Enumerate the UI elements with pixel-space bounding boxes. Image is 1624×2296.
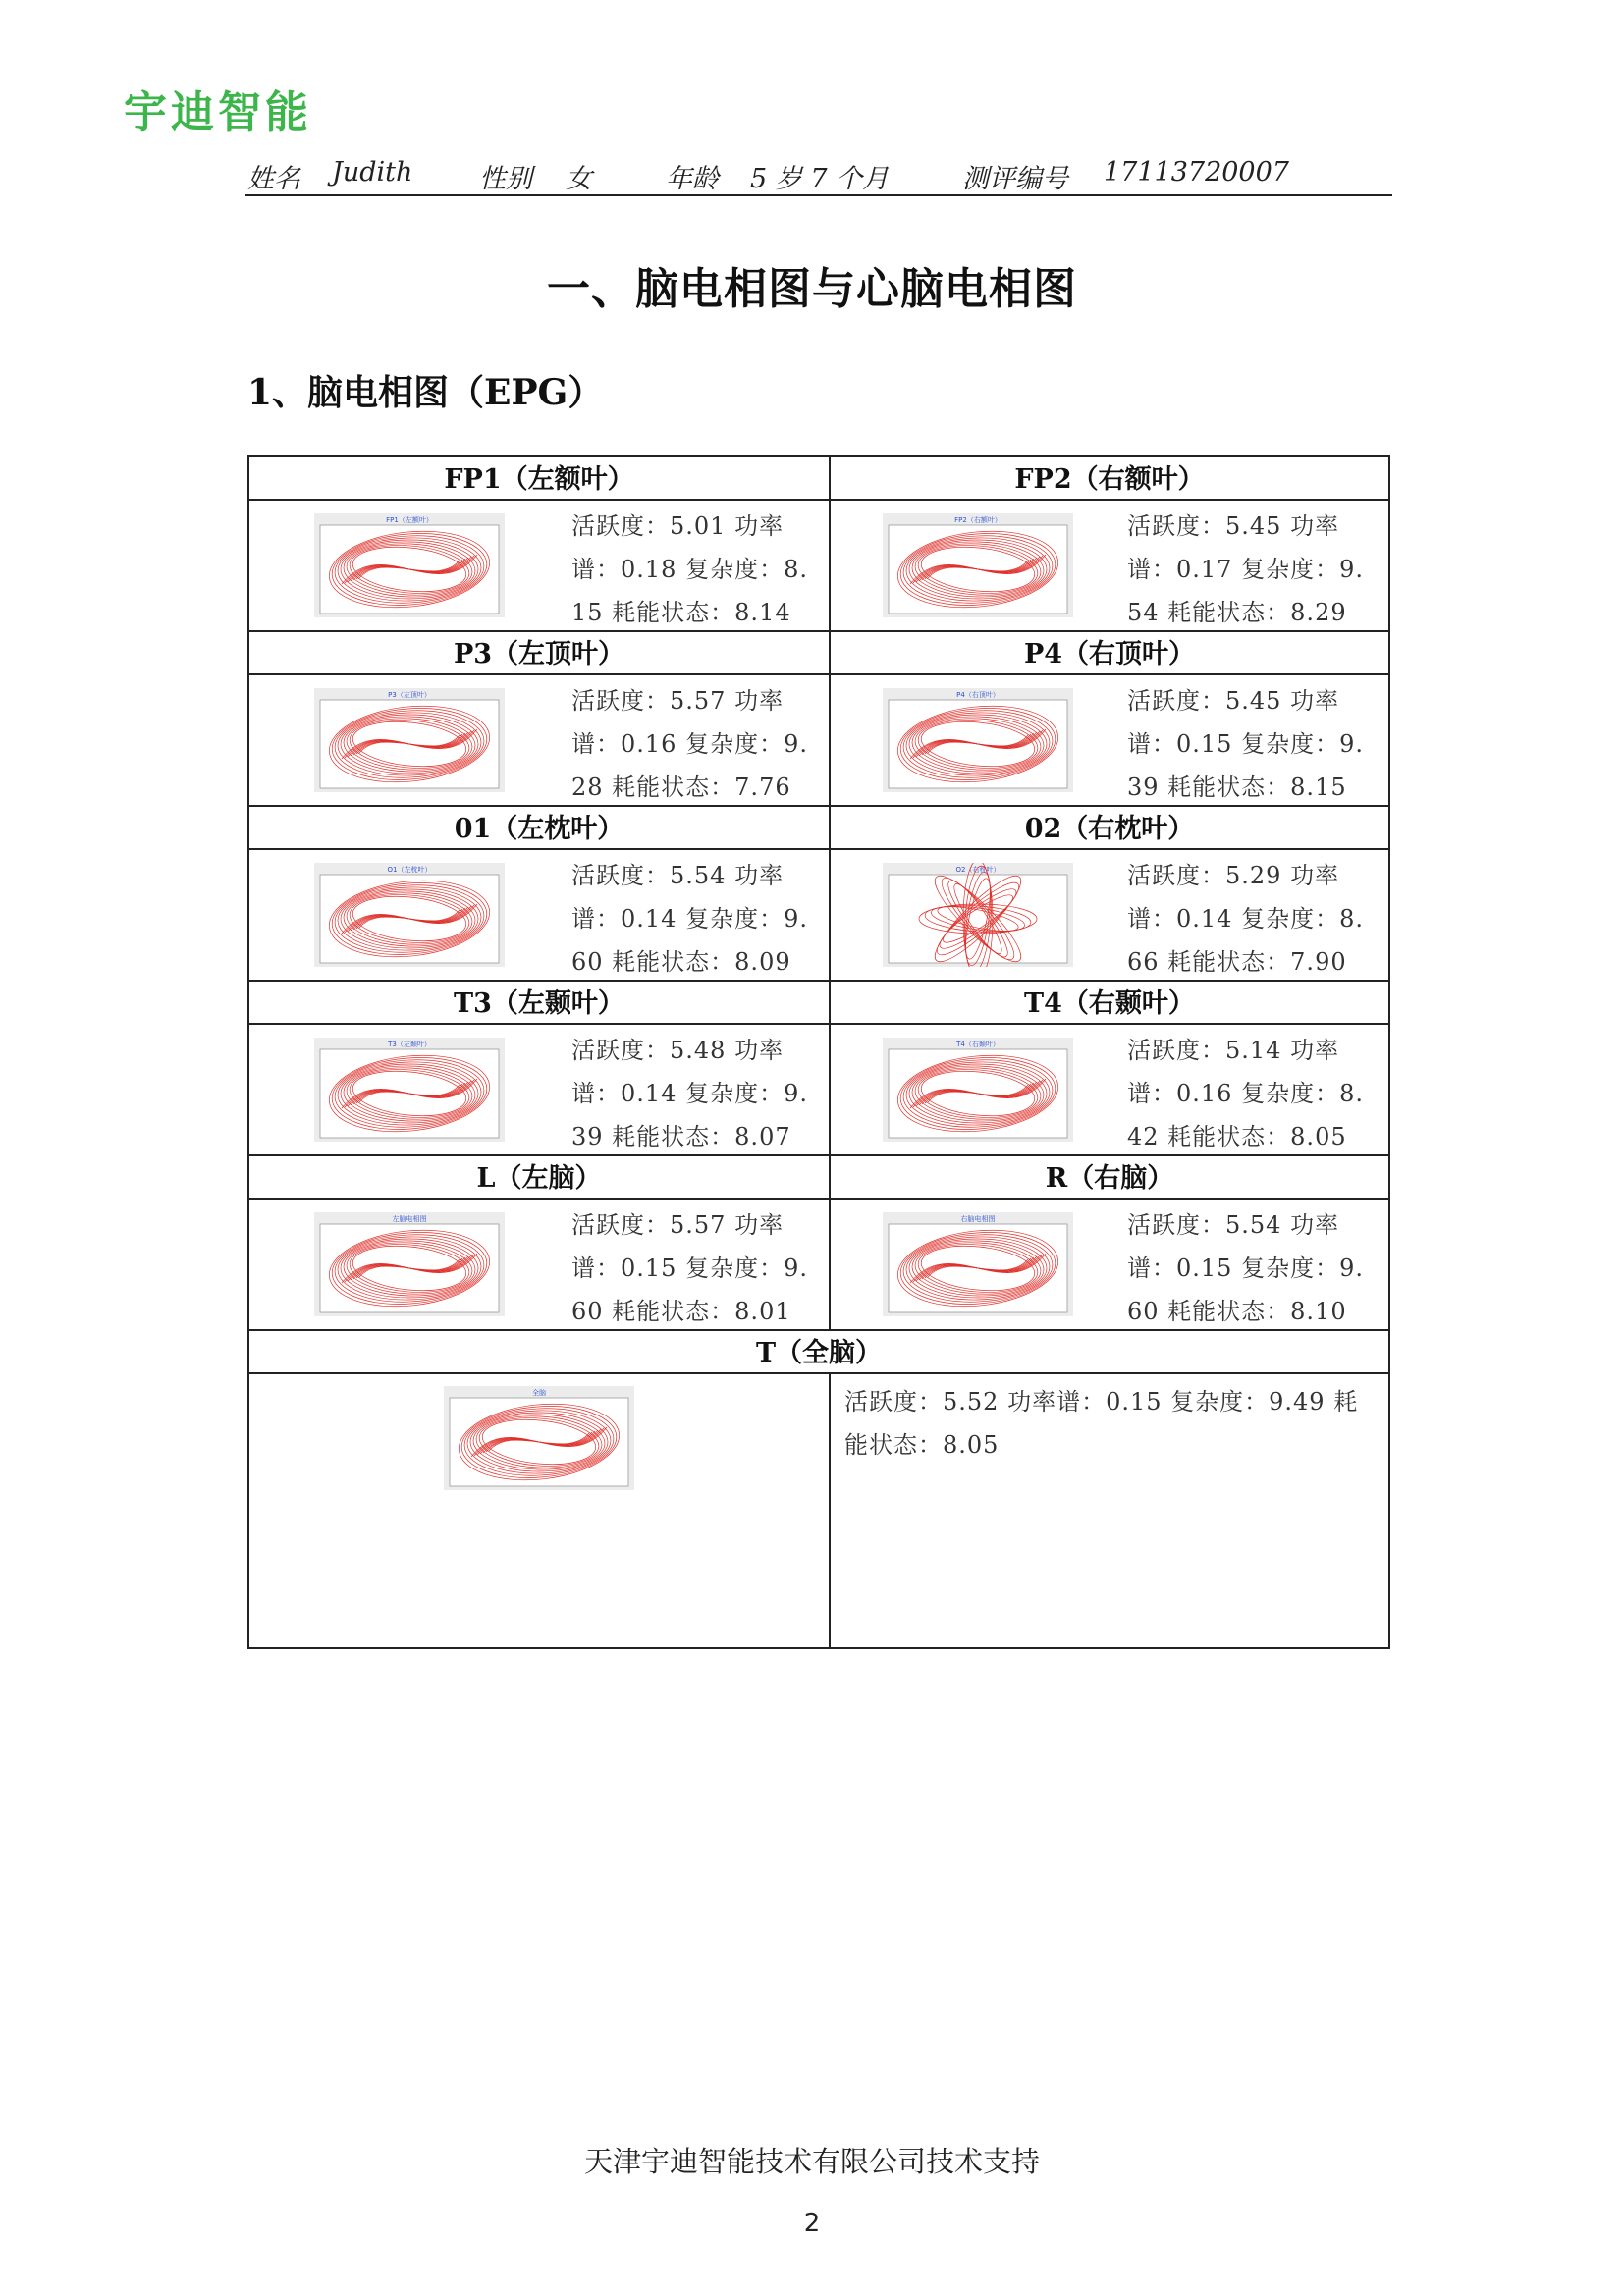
plot-caption: FP1（左额叶）: [386, 516, 433, 524]
region-body-row: [248, 1024, 1389, 1155]
whole-brain-body-row: [248, 1373, 1389, 1648]
region-cell: [830, 500, 1389, 631]
region-stats: 活跃度：5.29 功率谱：0.14 复杂度：8.66 耗能状态：7.90: [1127, 862, 1364, 976]
region-title: T4（右颞叶）: [830, 981, 1389, 1024]
plot-caption: O2（右枕叶）: [955, 866, 1001, 874]
patient-info-bar: [245, 155, 1392, 196]
epg-table: [247, 455, 1390, 1649]
brand-logo: 宇迪智能: [124, 87, 312, 137]
plot-container: [249, 675, 569, 805]
name-value: Judith: [332, 157, 413, 187]
age-value: 5 岁 7 个月: [750, 164, 890, 194]
plot-caption: 全脑: [532, 1389, 546, 1397]
region-cell: [830, 674, 1389, 806]
plot-caption: 左脑电相图: [392, 1215, 427, 1223]
region-title: FP2（右额叶）: [830, 456, 1389, 500]
region-stats: 活跃度：5.57 功率谱：0.16 复杂度：9.28 耗能状态：7.76: [571, 687, 808, 801]
whole-brain-stats-cell: [830, 1373, 1389, 1648]
region-stats: 活跃度：5.45 功率谱：0.17 复杂度：9.54 耗能状态：8.29: [1127, 512, 1364, 626]
plot-caption: FP2（右额叶）: [954, 516, 1001, 524]
eeg-phase-plot-figure: [444, 1386, 634, 1490]
sex-label: 性别: [479, 164, 532, 194]
region-title: 02（右枕叶）: [830, 806, 1389, 849]
region-header-row: [248, 981, 1389, 1024]
plot-caption: 右脑电相图: [960, 1215, 996, 1223]
region-title: R（右脑）: [830, 1155, 1389, 1199]
footer-company: 天津宇迪智能技术有限公司技术支持: [583, 2145, 1040, 2178]
whole-brain-title: T（全脑）: [248, 1330, 1389, 1373]
region-cell: [248, 1024, 830, 1155]
region-stats: 活跃度：5.14 功率谱：0.16 复杂度：8.42 耗能状态：8.05: [1127, 1037, 1364, 1150]
region-cell: [830, 1199, 1389, 1330]
region-title: L（左脑）: [248, 1155, 830, 1199]
plot-caption: T3（左颞叶）: [388, 1041, 431, 1048]
section-title: 一、脑电相图与心脑电相图: [547, 264, 1077, 314]
region-stats: 活跃度：5.45 功率谱：0.15 复杂度：9.39 耗能状态：8.15: [1127, 687, 1364, 801]
region-title: 01（左枕叶）: [248, 806, 830, 849]
region-stats: 活跃度：5.48 功率谱：0.14 复杂度：9.39 耗能状态：8.07: [571, 1037, 808, 1150]
plot-caption: P4（右顶叶）: [956, 691, 1000, 699]
plot-container: [831, 1025, 1125, 1154]
region-cell: [830, 1024, 1389, 1155]
region-header-row: [248, 456, 1389, 500]
eeg-phase-plot-figure: [883, 1212, 1073, 1316]
region-cell: [248, 500, 830, 631]
eeg-phase-plot-figure: [314, 688, 505, 792]
region-body-row: [248, 500, 1389, 631]
name-label: 姓名: [247, 164, 300, 194]
eeg-phase-plot-figure: [314, 1212, 505, 1316]
region-title: P4（右顶叶）: [830, 631, 1389, 674]
subsection-title: 1、脑电相图（EPG）: [247, 372, 604, 413]
plot-container: [249, 1025, 569, 1154]
region-body-row: [248, 674, 1389, 806]
region-stats: 活跃度：5.01 功率谱：0.18 复杂度：8.15 耗能状态：8.14: [571, 512, 808, 626]
whole-brain-stats: 活跃度：5.52 功率谱：0.15 复杂度：9.49 耗能状态：8.05: [844, 1388, 1359, 1459]
eeg-phase-plot-figure: [314, 1038, 505, 1142]
region-cell: [248, 849, 830, 981]
plot-container: [831, 675, 1125, 805]
whole-brain-header-row: [248, 1330, 1389, 1373]
eeg-phase-plot-figure: [314, 863, 505, 967]
eeg-phase-plot-figure: [883, 513, 1073, 617]
region-cell: [830, 849, 1389, 981]
region-header-row: [248, 631, 1389, 674]
eeg-phase-plot-figure: [883, 863, 1073, 967]
region-stats: 活跃度：5.54 功率谱：0.15 复杂度：9.60 耗能状态：8.10: [1127, 1211, 1364, 1325]
region-body-row: [248, 1199, 1389, 1330]
plot-caption: O1（左枕叶）: [387, 866, 432, 874]
plot-container: [831, 1200, 1125, 1329]
plot-container: [249, 501, 569, 630]
eeg-phase-plot-figure: [883, 1038, 1073, 1142]
age-label: 年龄: [666, 164, 719, 194]
plot-caption: T4（右颞叶）: [956, 1041, 1000, 1048]
region-title: P3（左顶叶）: [248, 631, 830, 674]
region-title: FP1（左额叶）: [248, 456, 830, 500]
region-header-row: [248, 806, 1389, 849]
id-label: 测评编号: [962, 164, 1068, 194]
region-header-row: [248, 1155, 1389, 1199]
eeg-phase-plot-figure: [314, 513, 505, 617]
region-body-row: [248, 849, 1389, 981]
plot-frame: [889, 875, 1067, 963]
plot-caption: P3（左顶叶）: [388, 691, 431, 699]
eeg-phase-plot-figure: [883, 688, 1073, 792]
region-cell: [248, 674, 830, 806]
whole-brain-plot-cell: [248, 1373, 830, 1648]
region-stats: 活跃度：5.57 功率谱：0.15 复杂度：9.60 耗能状态：8.01: [571, 1211, 808, 1325]
sex-value: 女: [566, 164, 592, 194]
plot-container: [249, 850, 569, 980]
region-cell: [248, 1199, 830, 1330]
page-number: 2: [803, 2209, 821, 2238]
region-title: T3（左颞叶）: [248, 981, 830, 1024]
plot-container: [831, 501, 1125, 630]
plot-container: [249, 1200, 569, 1329]
plot-container: [831, 850, 1125, 980]
region-stats: 活跃度：5.54 功率谱：0.14 复杂度：9.60 耗能状态：8.09: [571, 862, 808, 976]
id-value: 17113720007: [1104, 157, 1289, 187]
